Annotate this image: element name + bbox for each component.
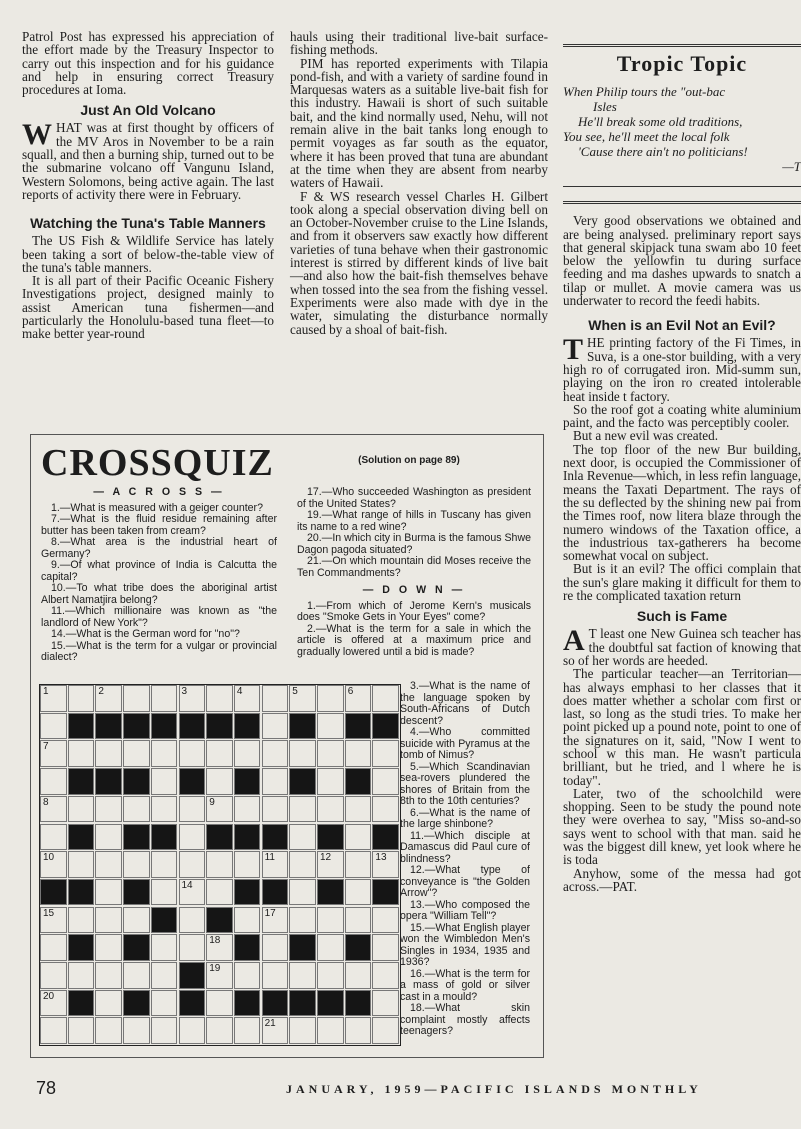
grid-square[interactable] [206,879,233,906]
grid-square[interactable] [206,796,233,823]
grid-square[interactable] [123,685,150,712]
grid-square[interactable] [179,879,206,906]
clue-number: 13 [375,852,387,864]
black-square [317,824,344,851]
grid-square[interactable] [317,740,344,767]
black-square [123,879,150,906]
clue-number: 4 [236,686,243,697]
grid-square[interactable] [317,851,344,878]
grid-square[interactable] [289,740,316,767]
grid-square[interactable] [262,796,289,823]
grid-square[interactable] [206,962,233,989]
grid-square[interactable] [234,685,261,712]
masthead: JANUARY, 1959—PACIFIC ISLANDS MONTHLY [286,1082,702,1096]
black-square [345,768,372,795]
paragraph: Later, two of the schoolchild were shopping. Seen to be study the pound note they were overhea to say, "Miss so-and-so says went to school with that man. said he was the biggest dill knew, yet look where he is toda [563,785,801,868]
black-square [123,713,150,740]
paragraph: It is all part of their Pacific Oceanic Fishery Investigations project, designed mainly to assist American tuna fishermen—and particularly the Honolulu-based tuna fleet—to make better year-round [22,273,274,342]
clue: 11.—Which millionaire was known as "the landlord of New York"? [41,605,277,629]
black-square [234,934,261,961]
black-square [123,934,150,961]
black-square [289,990,316,1017]
grid-square[interactable] [95,962,122,989]
grid-square[interactable] [40,934,67,961]
grid-square[interactable] [262,907,289,934]
grid-square[interactable] [151,879,178,906]
page-number: 78 [36,1078,57,1098]
crossword-grid [39,684,401,1046]
black-square [151,907,178,934]
grid-square[interactable] [40,713,67,740]
poem-line: Isles [593,99,617,115]
grid-square[interactable] [40,768,67,795]
grid-square[interactable] [372,990,399,1017]
paragraph: Anyhow, some of the messa had got across.—PAT. [563,865,801,894]
grid-square[interactable] [40,1017,67,1044]
grid-square[interactable] [345,879,372,906]
clue: 1.—What is measured with a geiger counter? [51,501,263,514]
heading-fame: Such is Fame [636,608,728,625]
grid-square[interactable] [151,1017,178,1044]
grid-square[interactable] [40,962,67,989]
clue-number: 5 [292,686,298,697]
black-square [206,713,233,740]
clues-right [297,487,531,658]
black-square [345,934,372,961]
grid-square[interactable] [40,796,67,823]
paragraph: PIM has reported experiments with Tilapia pond-fish, and with a variety of sardine found in Marquesas waters as a suitable live-bait fish for this industry. Hawaii is short of such suitable bait, and the kind normally used, Nehu, will not remain alive in the bait tanks long enough to permit voyages as far south as the equator, where it has been proved that tuna are abundant at the time when they are absent from nearby waters of Hawaii. [290,55,548,191]
grid-square[interactable] [40,851,67,878]
grid-square[interactable] [289,685,316,712]
tropic-title: Tropic Topic [616,51,748,76]
grid-square[interactable] [345,740,372,767]
grid-square[interactable] [123,740,150,767]
grid-square[interactable] [206,768,233,795]
poem-line: You see, he'll meet the local folk [563,129,730,145]
clue-number: 3 [181,686,188,697]
clue: 12.—What type of conveyance is "the Golden Arrow"? [400,864,530,899]
grid-square[interactable] [234,1017,261,1044]
black-square [372,824,399,851]
clue-number: 6 [347,686,354,697]
tropic-topic-box [563,44,801,187]
clue: 16.—What is the term for a mass of gold or silver cast in a mould? [400,967,530,1003]
grid-square[interactable] [179,907,206,934]
paragraph: F & WS research vessel Charles H. Gilbert took along a special observation diving bell on an October-November cruise to the Line Islands, and from it observers saw exactly how different varieties of tuna behave when their gastronomic interest is stirred by different kinds of live bait—and also how the bait-fish themselves behave when tossed into the sea from the fishing vessel. Experiments were also made with dye in the water, simulating the disturbance normally caused by a shoal of bait-fish. [290,188,548,337]
grid-square[interactable] [151,962,178,989]
grid-square[interactable] [345,685,372,712]
grid-square[interactable] [123,1017,150,1044]
black-square [289,713,316,740]
grid-square[interactable] [262,1017,289,1044]
grid-square[interactable] [68,740,95,767]
grid-square[interactable] [289,824,316,851]
clue-number: 11 [264,852,275,864]
grid-square[interactable] [345,796,372,823]
grid-square[interactable] [262,713,289,740]
clue-number: 8 [43,796,49,808]
grid-square[interactable] [345,1017,372,1044]
black-square [372,879,399,906]
black-square [123,768,150,795]
black-square [262,824,289,851]
black-square [262,990,289,1017]
paragraph: But is it an evil? The offici complain that the sun's glare making it difficult for them to re the complicated taxation return [563,561,801,604]
black-square [123,990,150,1017]
heading-evil: When is an Evil Not an Evil? [588,317,776,334]
drop-cap: A [563,624,585,658]
clue-number: 15 [43,907,55,919]
clue-number: 21 [264,1018,276,1030]
grid-square[interactable] [345,851,372,878]
grid-square[interactable] [372,934,399,961]
paragraph: The top floor of the new Bur building, next door, is occupied the Commissioner of Inla Revenue—which, in less refin language, means the Taxati Department. The rays of the su deflected by the shining new pai from the Times roof, now litera blaze through the numero windows of the Taxation office, a the industrious tax-gatherers ha become somewhat vocal on subject. [563,441,801,564]
grid-square[interactable] [262,934,289,961]
clue-number: 18 [209,935,221,947]
clue: 15.—What English player won the Wimbledon Men's Singles in 1934, 1935 and 1936? [400,921,530,968]
grid-square[interactable] [262,685,289,712]
grid-square[interactable] [179,934,206,961]
clue: 17.—Who succeeded Washington as president of the United States? [297,486,531,510]
crossquiz-title: CROSSQUIZ [41,442,274,484]
black-square [151,713,178,740]
poem [563,84,801,174]
grid-square[interactable] [68,685,95,712]
black-square [68,934,95,961]
grid-square[interactable] [40,824,67,851]
column-right [563,30,801,893]
clue-number: 14 [181,879,193,891]
grid-square[interactable] [317,685,344,712]
grid-square[interactable] [234,851,261,878]
clue-number: 1 [43,686,49,697]
heading-tuna: Watching the Tuna's Table Manners [30,215,266,232]
grid-square[interactable] [179,796,206,823]
grid-square[interactable] [345,824,372,851]
grid-square[interactable] [206,1017,233,1044]
clue: 21.—On which mountain did Moses receive the Ten Commandments? [297,555,531,579]
grid-square[interactable] [68,907,95,934]
grid-square[interactable] [289,907,316,934]
grid-square[interactable] [206,685,233,712]
grid-square[interactable] [151,851,178,878]
grid-square[interactable] [262,962,289,989]
grid-square[interactable] [95,796,122,823]
grid-square[interactable] [151,990,178,1017]
grid-square[interactable] [179,685,206,712]
clue-number: 10 [43,852,55,864]
clue: 4.—Who committed suicide with Pyramus at the tomb of Nimus? [400,726,530,761]
grid-square[interactable] [289,796,316,823]
black-square [317,990,344,1017]
grid-square[interactable] [372,796,399,823]
grid-square[interactable] [95,879,122,906]
black-square [123,824,150,851]
grid-square[interactable] [179,824,206,851]
grid-square[interactable] [179,740,206,767]
grid-square[interactable] [345,962,372,989]
grid-square[interactable] [317,962,344,989]
grid-square[interactable] [151,768,178,795]
heading-volcano: Just An Old Volcano [80,102,216,119]
clue-number: 19 [209,963,221,974]
clue: 10.—To what tribe does the aboriginal artist Albert Namatjira belong? [41,582,277,606]
paragraph: So the roof got a coating white aluminium paint, and the facto was perceptibly cooler. [563,401,801,431]
clue: 13.—Who composed the opera "William Tell"? [400,898,530,922]
clue: 6.—What is the name of the large shinbone? [400,806,530,830]
grid-square[interactable] [234,962,261,989]
clue-number: 7 [43,741,49,753]
black-square [179,713,206,740]
grid-square[interactable] [95,990,122,1017]
grid-square[interactable] [95,934,122,961]
paragraph: The US Fish & Wildlife Service has lately been taking a sort of below-the-table view of the tuna's table manners. [22,233,274,275]
black-square [234,768,261,795]
grid-square[interactable] [317,768,344,795]
black-square [345,990,372,1017]
grid-square[interactable] [68,796,95,823]
grid-square[interactable] [234,740,261,767]
drop-cap: T [563,333,584,367]
clue-number: 17 [264,907,276,919]
grid-square[interactable] [151,796,178,823]
black-square [68,879,95,906]
grid-square[interactable] [372,768,399,795]
grid-square[interactable] [289,962,316,989]
grid-square[interactable] [206,851,233,878]
grid-square[interactable] [95,1017,122,1044]
black-square [345,713,372,740]
black-square [68,824,95,851]
grid-square[interactable] [372,962,399,989]
grid-square[interactable] [372,907,399,934]
paragraph: Very good observations we obtained and are being analysed. preliminary report says that general skipjack tuna swam abo 10 feet below the yellowfin tu during surface feeding and ma dashes upwards to snatch a tilap or mullet. A movie camera was us underwater to record the feedi habits. [563,213,801,309]
grid-square[interactable] [151,934,178,961]
paragraph: A T least one New Guinea sch teacher has the doubtful sat faction of knowing that so of her words are heeded. [563,624,801,668]
solution-note: (Solution on page 89) [358,455,460,466]
black-square [40,879,67,906]
grid-square[interactable] [317,934,344,961]
black-square [234,990,261,1017]
grid-square[interactable] [123,796,150,823]
grid-square[interactable] [123,851,150,878]
black-square [289,768,316,795]
poem-line: When Philip tours the "out-bac [563,84,726,100]
clue: 19.—What range of hills in Tuscany has given its name to a red wine? [297,509,531,533]
grid-square[interactable] [179,851,206,878]
grid-square[interactable] [317,796,344,823]
poem-signature: —T [782,159,801,175]
black-square [206,907,233,934]
grid-square[interactable] [95,824,122,851]
grid-square[interactable] [151,740,178,767]
paragraph: The particular teacher—an Territorian—has always emphasi to her classes that it does matter whether a scholar com first or last, so long as the studi tries. To make her point picked up a pound note, point to one of the signatures on it, said, "Now I went to school w this man. He wasn't particula brilliant, but he tried, and l where he is today". [563,666,801,788]
grid-square[interactable] [317,713,344,740]
grid-square[interactable] [40,907,67,934]
black-square [289,934,316,961]
paragraph: But a new evil was created. [573,428,719,444]
clue: 9.—Of what province of India is Calcutta the capital? [41,559,277,583]
clue: 5.—Which Scandinavian sea-rovers plundered the shores of Britain from the 8th to the 10th centuries? [400,760,530,807]
grid-square[interactable] [289,1017,316,1044]
black-square [234,824,261,851]
black-square [179,768,206,795]
crossquiz-box [30,434,544,1058]
grid-square[interactable] [372,685,399,712]
clue: 20.—In which city in Burma is the famous Shwe Dagon pagoda situated? [297,532,531,556]
poem-line: He'll break some old traditions, [578,114,743,130]
column-left [22,30,274,341]
black-square [151,824,178,851]
black-square [234,713,261,740]
down-heading: — D O W N — [362,584,466,596]
grid-square[interactable] [317,1017,344,1044]
paragraph: Patrol Post has expressed his appreciation of the effort made by the Treasury Inspector to carry out this inspection and for his guidance and help in ensuring correct Treasury procedures at Ioma. [22,29,274,98]
column-middle [290,30,548,336]
grid-square[interactable] [206,740,233,767]
black-square [68,768,95,795]
grid-square[interactable] [345,907,372,934]
paragraph: hauls using their traditional live-bait surface-fishing methods. [290,29,548,58]
grid-square[interactable] [40,685,67,712]
paragraph: WHAT was at first thought by officers of the MV Aros in November to be a rain squall, and then a burning ship, turned out to be the submarine volcano off Vangunu Island, Western Solomons, being active again. The last reports of activity there were in February. [22,118,274,202]
grid-square[interactable] [206,990,233,1017]
clue: 18.—What skin complaint mostly affects teenagers? [400,1002,530,1037]
clue: 2.—What is the term for a sale in which the article is offered at a maximum price and gradually lowered until a bid is made? [297,622,531,658]
clue: 8.—What area is the industrial heart of Germany? [41,536,277,560]
black-square [317,879,344,906]
clue-number: 9 [209,796,215,808]
clue: 7.—What is the fluid residue remaining after butter has been taken from cream? [41,513,277,537]
grid-square[interactable] [372,851,399,878]
black-square [179,990,206,1017]
clue: 14.—What is the German word for "no"? [51,628,240,640]
black-square [206,824,233,851]
black-square [95,713,122,740]
grid-square[interactable] [95,685,122,712]
clue-number: 20 [43,990,55,1002]
clue-number: 2 [98,686,104,697]
black-square [95,768,122,795]
down-clues-narrow [400,681,530,1038]
grid-square[interactable] [179,1017,206,1044]
grid-square[interactable] [289,851,316,878]
grid-square[interactable] [206,934,233,961]
paragraph: THE printing factory of the Fi Times, in Suva, is a one-stor building, with a very high ro of corrugated iron. Mid-summ sun, playing on the iron ro created intolerable heat inside t factory. [563,333,801,404]
drop-cap: W [22,118,52,152]
grid-square[interactable] [40,990,67,1017]
black-square [68,990,95,1017]
clue: 1.—From which of Jerome Kern's musicals does "Smoke Gets in Your Eyes" come? [297,599,531,623]
grid-square[interactable] [123,907,150,934]
grid-square[interactable] [95,740,122,767]
grid-square[interactable] [234,907,261,934]
black-square [234,879,261,906]
grid-square[interactable] [372,1017,399,1044]
black-square [262,879,289,906]
grid-square[interactable] [68,851,95,878]
grid-square[interactable] [317,907,344,934]
clue: 3.—What is the name of the language spoken by South-Africans of Dutch descent? [400,680,530,727]
clue: 11.—Which disciple at Damascus did Paul cure of blindness? [400,829,530,865]
across-clues-left [41,487,277,664]
clue-number: 12 [320,852,332,864]
grid-square[interactable] [151,685,178,712]
grid-square[interactable] [68,962,95,989]
black-square [372,713,399,740]
grid-square[interactable] [123,962,150,989]
grid-square[interactable] [262,851,289,878]
grid-square[interactable] [234,796,261,823]
black-square [68,713,95,740]
black-square [179,962,206,989]
grid-square[interactable] [262,768,289,795]
grid-square[interactable] [372,740,399,767]
grid-square[interactable] [289,879,316,906]
grid-square[interactable] [95,907,122,934]
poem-line: 'Cause there ain't no politicians! [578,144,748,160]
clue: 15.—What is the term for a vulgar or provincial dialect? [41,639,277,663]
grid-square[interactable] [262,740,289,767]
across-heading: — A C R O S S — [93,486,225,498]
grid-square[interactable] [68,1017,95,1044]
grid-square[interactable] [95,851,122,878]
grid-square[interactable] [40,740,67,767]
